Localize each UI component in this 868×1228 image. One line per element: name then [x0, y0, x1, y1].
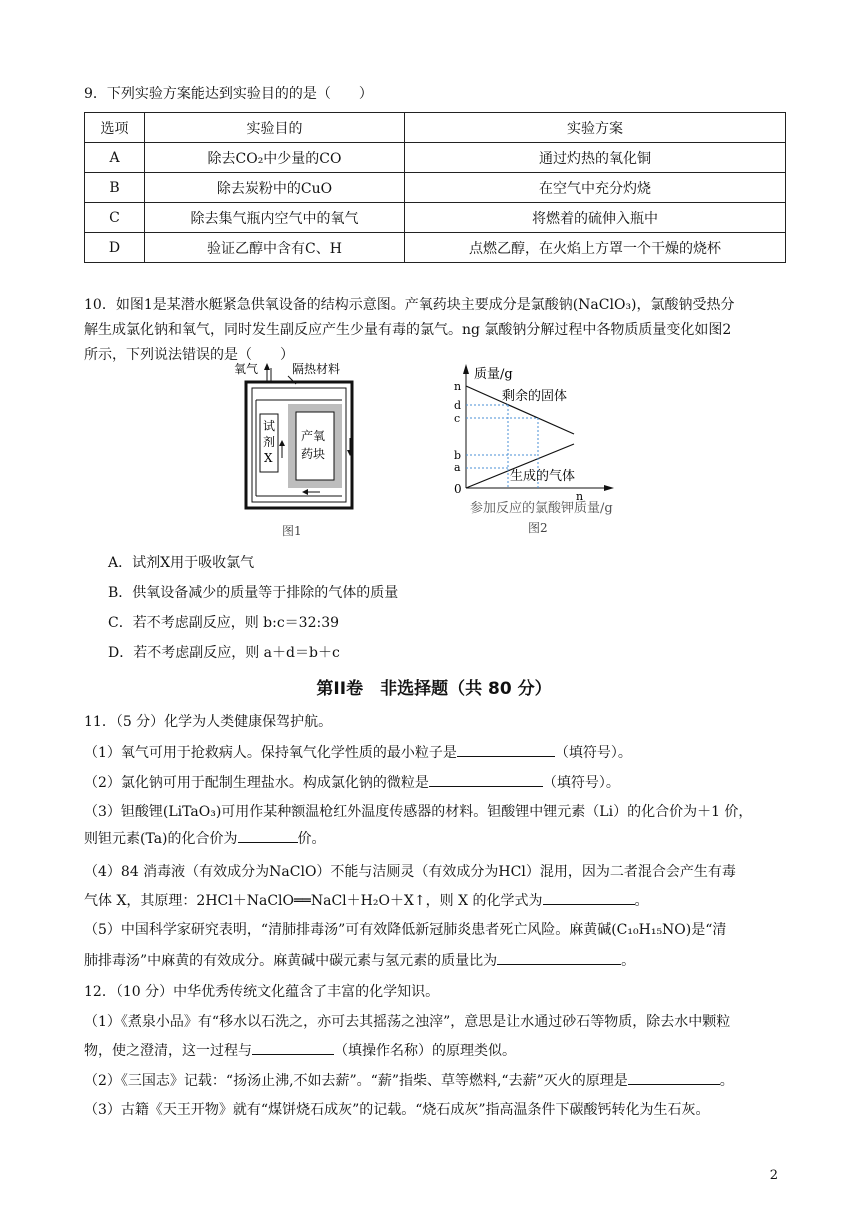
y-axis-label: 质量/g [474, 367, 513, 382]
q11-part3-line1: （3）钽酸锂(LiTaO₃)可用作某种额温枪红外温度传感器的材料。钽酸锂中锂元素（Li）的化合价为＋1 价， [84, 804, 753, 820]
q11-part2 [84, 772, 620, 793]
label-block-1: 产氧 [301, 429, 326, 443]
q12-part1-line2 [84, 1040, 516, 1061]
table-cell: 除去炭粉中的CuO [145, 173, 405, 203]
table-header-row [85, 113, 786, 143]
q11-part3-text: 则钽元素(Ta)的化合价为 [84, 831, 238, 847]
q11-stem: 11．（5 分）化学为人类健康保驾护航。 [84, 714, 333, 730]
answer-blank[interactable] [252, 1040, 334, 1055]
q12-part1-text: 物，使之澄清，这一过程与 [84, 1043, 252, 1059]
flow-arrowhead [279, 440, 285, 446]
q11-part4-line1: （4）84 消毒液（有效成分为NaClO）不能与洁厕灵（有效成分为HCl）混用，因为二者混合会产生有毒 [84, 864, 736, 880]
q12-stem: 12．（10 分）中华优秀传统文化蕴含了丰富的化学知识。 [84, 984, 440, 1000]
page-number: 2 [769, 1168, 778, 1183]
q12-part2-text: （2）《三国志》记载：“扬汤止沸,不如去薪”。“薪”指柴、草等燃料,“去薪”灭火的原理是 [84, 1073, 628, 1089]
ytick-b: b [454, 449, 462, 462]
table-cell: D [85, 233, 145, 263]
q11-part5-line2 [84, 950, 635, 971]
q11-part5-tail: 。 [621, 953, 636, 969]
q11-part3-tail: 价。 [297, 831, 326, 847]
table-cell: C [85, 203, 145, 233]
table-cell: 除去集气瓶内空气中的氧气 [145, 203, 405, 233]
table-cell: 将燃着的硫伸入瓶中 [405, 203, 786, 233]
figure-1-caption: 图1 [282, 524, 302, 538]
label-insulation: 隔热材料 [292, 362, 341, 376]
table-cell: A [85, 143, 145, 173]
section-title: 第II卷 非选择题（共 80 分） [316, 679, 552, 699]
table-row [85, 143, 786, 173]
oxygen-arrowhead [264, 363, 270, 370]
q11-part1-text: （1）氧气可用于抢救病人。保持氧气化学性质的最小粒子是 [84, 745, 457, 761]
q11-part4-text: 气体 X，其原理：2HCl＋NaClO══NaCl＋H₂O＋X↑，则 X 的化学式为 [84, 893, 543, 909]
q10-line3: 所示，下列说法错误的是（ ） [84, 347, 294, 363]
q11-part5-text: 肺排毒汤”中麻黄的有效成分。麻黄碱中碳元素与氢元素的质量比为 [84, 953, 498, 969]
q11-part2-text: （2）氯化钠可用于配制生理盐水。构成氯化钠的微粒是 [84, 775, 429, 791]
x-axis-label: 参加反应的氯酸钾质量/g [470, 501, 613, 516]
label-reagent-3: X [264, 451, 273, 465]
q9-stem: 9．下列实验方案能达到实验目的的是（ ） [84, 86, 373, 102]
q11-part2-tail: （填符号）。 [542, 775, 620, 791]
q12-part1-tail: （填操作名称）的原理类似。 [334, 1043, 516, 1059]
table-cell: 验证乙醇中含有C、H [145, 233, 405, 263]
figure-2-graph [448, 360, 648, 540]
q11-part4-tail: 。 [634, 893, 649, 909]
q10-line1: 10．如图1是某潜水艇紧急供氧设备的结构示意图。产氧药块主要成分是氯酸钠(NaClO₃)，氯酸钠受热分 [84, 297, 735, 313]
oxygen-block [296, 412, 334, 480]
origin-label: 0 [454, 482, 462, 496]
answer-blank[interactable] [628, 1070, 720, 1085]
header-plan: 实验方案 [405, 113, 786, 143]
q11-part1-tail: （填符号）。 [554, 745, 632, 761]
y-axis-arrow [463, 364, 469, 374]
label-generated-gas: 生成的气体 [510, 469, 576, 484]
q10-option-c: C．若不考虑副反应，则 b:c＝32:39 [108, 615, 340, 631]
label-block-2: 药块 [301, 447, 326, 461]
header-option: 选项 [85, 113, 145, 143]
label-reagent-2: 剂 [263, 435, 276, 449]
q12-part1-line1: （1）《煮泉小品》有“移水以石洗之，亦可去其摇荡之浊滓”，意思是让水通过砂石等物质，除去水中颗粒 [84, 1014, 731, 1030]
ytick-c: c [454, 412, 461, 425]
answer-blank[interactable] [429, 772, 543, 787]
table-cell: 在空气中充分灼烧 [405, 173, 786, 203]
table-cell: 点燃乙醇，在火焰上方罩一个干燥的烧杯 [405, 233, 786, 263]
ytick-a: a [454, 461, 461, 474]
q11-part3-line2 [84, 828, 326, 849]
answer-blank[interactable] [497, 950, 621, 965]
ytick-n: n [454, 380, 462, 393]
table-cell: 除去CO₂中少量的CO [145, 143, 405, 173]
q11-part4-line2 [84, 890, 649, 911]
label-oxygen: 氧气 [234, 362, 259, 376]
figure-2-caption: 图2 [528, 521, 548, 535]
answer-blank[interactable] [543, 890, 635, 905]
x-axis-arrow [604, 485, 614, 491]
q11-part1 [84, 742, 632, 763]
q9-table [84, 112, 786, 263]
header-purpose: 实验目的 [145, 113, 405, 143]
label-reagent-1: 试 [263, 419, 276, 433]
q12-part2 [84, 1070, 734, 1091]
table-cell: B [85, 173, 145, 203]
q11-part5-line1: （5）中国科学家研究表明，“清肺排毒汤”可有效降低新冠肺炎患者死亡风险。麻黄碱(C₁₀H₁₅NO)是“清 [84, 922, 727, 938]
q10-option-d: D．若不考虑副反应，则 a＋d＝b＋c [108, 645, 340, 661]
table-row [85, 233, 786, 263]
q12-part2-tail: 。 [719, 1073, 734, 1089]
label-remaining-solid: 剩余的固体 [502, 389, 568, 404]
ytick-d: d [454, 399, 462, 412]
answer-blank[interactable] [238, 828, 298, 843]
q10-option-a: A．试剂X用于吸收氯气 [108, 555, 255, 571]
q10-line2: 解生成氯化钠和氧气，同时发生副反应产生少量有毒的氯气。ng 氯酸钠分解过程中各物质质量变化如图2 [84, 322, 732, 338]
table-row [85, 173, 786, 203]
table-row [85, 203, 786, 233]
answer-blank[interactable] [457, 742, 555, 757]
table-cell: 通过灼热的氧化铜 [405, 143, 786, 173]
xtick-n: n [576, 490, 584, 503]
flow-arrowhead [302, 489, 308, 495]
q10-option-b: B．供氧设备减少的质量等于排除的气体的质量 [108, 585, 399, 601]
figure-1-diagram [230, 358, 360, 543]
q12-part3-line1: （3）古籍《天王开物》就有“煤饼烧石成灰”的记载。“烧石成灰”指高温条件下碳酸钙转化为生石灰。 [84, 1102, 710, 1118]
